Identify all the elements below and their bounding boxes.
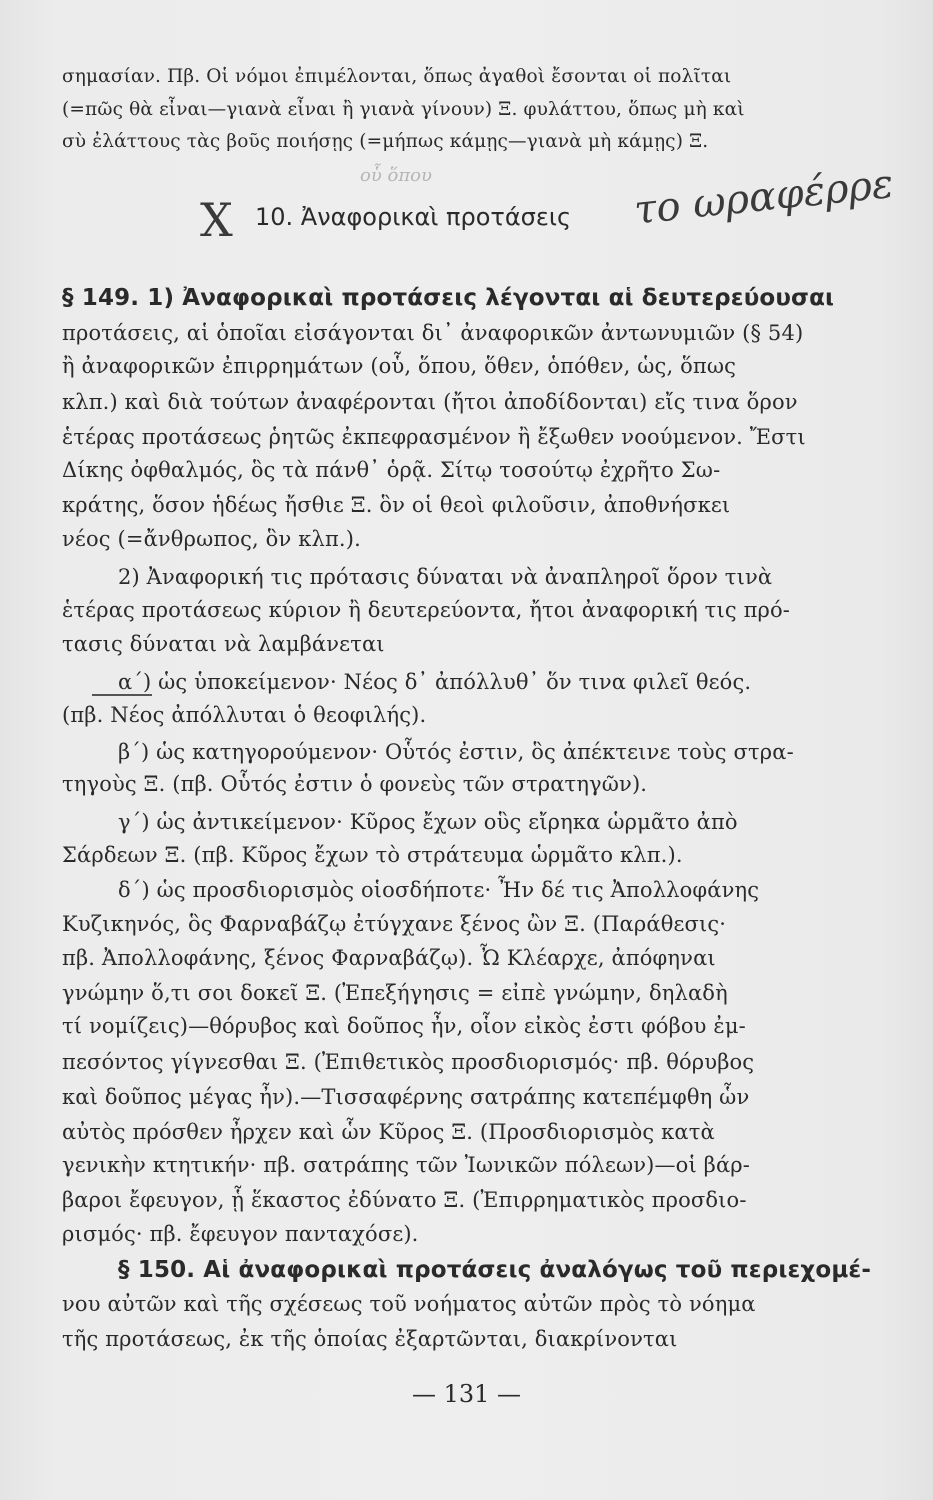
- paragraph-149-line: § 149. 1) Ἀναφορικαὶ προτάσεις λέγονται αἱ δευτερεύουσαι: [62, 285, 835, 311]
- text-line: κράτης, ὅσον ἡδέως ἤσθιε Ξ. ὃν οἱ θεοὶ φιλοῦσιν, ἀποθνήσκει: [62, 493, 731, 517]
- text-line: Κυζικηνός, ὃς Φαρναβάζῳ ἐτύγχανε ξένος ὢν Ξ. (Παράθεσις·: [62, 912, 727, 936]
- text-line: καὶ δοῦπος μέγας ἦν).—Τισσαφέρνης σατράπης κατεπέμφθη ὧν: [62, 1085, 750, 1109]
- text-line: σὺ ἐλάττους τὰς βοῦς ποιήσῃς (=μήπως κάμῃς—γιανὰ μὴ κάμῃς) Ξ.: [62, 131, 709, 152]
- text-line: νου αὐτῶν καὶ τῆς σχέσεως τοῦ νοήματος αὐτῶν πρὸς τὸ νόημα: [62, 1292, 756, 1316]
- text-line: γ΄) ὡς ἀντικείμενον· Κῦρος ἔχων οὓς εἴρηκα ὡρμᾶτο ἀπὸ: [118, 810, 738, 834]
- text-line: γενικὴν κτητικήν· πβ. σατράπης τῶν Ἰωνικῶν πόλεων)—οἱ βάρ-: [62, 1153, 751, 1177]
- text-line: β΄) ὡς κατηγορούμενον· Οὗτός ἐστιν, ὃς ἀπέκτεινε τοὺς στρα-: [118, 740, 794, 764]
- text-line: τῆς προτάσεως, ἐκ τῆς ὁποίας ἐξαρτῶνται, διακρίνονται: [62, 1327, 678, 1351]
- text-line: α΄) ὡς ὑποκείμενον· Νέος δ᾽ ἀπόλλυθ᾽ ὅν τινα φιλεῖ θεός.: [118, 670, 752, 694]
- handwritten-note: το ωραφέρρε: [632, 160, 896, 234]
- text-line: πεσόντος γίγνεσθαι Ξ. (Ἐπιθετικὸς προσδιορισμός· πβ. θόρυβος: [62, 1050, 755, 1074]
- text-line: (=πῶς θὰ εἶναι—γιανὰ εἶναι ἢ γιανὰ γίνουν) Ξ. φυλάττου, ὅπως μὴ καὶ: [62, 99, 745, 120]
- text-line: νέος (=ἄνθρωπος, ὃν κλπ.).: [62, 527, 361, 551]
- handwritten-x-mark: X: [200, 193, 233, 247]
- text-line: κλπ.) καὶ διὰ τούτων ἀναφέρονται (ἤτοι ἀποδίδονται) εἴς τινα ὅρον: [62, 390, 798, 414]
- text-line: προτάσεις, αἱ ὁποῖαι εἰσάγονται δι᾽ ἀναφορικῶν ἀντωνυμιῶν (§ 54): [62, 321, 804, 345]
- text-line: σημασίαν. Πβ. Οἱ νόμοι ἐπιμέλονται, ὅπως ἀγαθοὶ ἔσονται οἱ πολῖται: [62, 66, 732, 87]
- text-line: τηγοὺς Ξ. (πβ. Οὗτός ἐστιν ὁ φονεὺς τῶν στρατηγῶν).: [62, 772, 648, 796]
- text-line: (πβ. Νέος ἀπόλλυται ὁ θεοφιλής).: [62, 703, 427, 727]
- text-line: ἑτέρας προτάσεως κύριον ἢ δευτερεύοντα, ἤτοι ἀναφορική τις πρό-: [62, 598, 791, 622]
- text-line: ρισμός· πβ. ἔφευγον πανταχόσε).: [62, 1222, 419, 1246]
- page-number: — 131 —: [411, 1380, 522, 1408]
- text-line: πβ. Ἀπολλοφάνης, ξένος Φαρναβάζῳ). Ὦ Κλέαρχε, ἀπόφηναι: [62, 946, 716, 970]
- text-line: αὐτὸς πρόσθεν ἦρχεν καὶ ὧν Κῦρος Ξ. (Προσδιορισμὸς κατὰ: [62, 1120, 715, 1144]
- text-line: Δίκης ὀφθαλμός, ὃς τὰ πάνθ᾽ ὁρᾷ. Σίτῳ τοσούτῳ ἐχρῆτο Σω-: [62, 458, 721, 482]
- text-line: τί νομίζεις)—θόρυβος καὶ δοῦπος ἦν, οἷον εἰκὸς ἐστι φόβου ἐμ-: [62, 1014, 746, 1038]
- text-line: Σάρδεων Ξ. (πβ. Κῦρος ἔχων τὸ στράτευμα ὡρμᾶτο κλπ.).: [62, 843, 683, 867]
- pencil-underline: [92, 694, 152, 696]
- text-line: τασις δύναται νὰ λαμβάνεται: [62, 632, 385, 656]
- text-line: δ΄) ὡς προσδιορισμὸς οἱοσδήποτε· Ἦν δέ τις Ἀπολλοφάνης: [118, 878, 760, 902]
- faint-handwriting: οὗ ὅπου: [360, 165, 432, 186]
- section-heading: 10. Ἀναφορικαὶ προτάσεις: [255, 203, 572, 231]
- text-line: ἑτέρας προτάσεως ῥητῶς ἐκπεφρασμένον ἢ ἔξωθεν νοούμενον. Ἔστι: [62, 425, 806, 449]
- text-line: ἢ ἀναφορικῶν ἐπιρρημάτων (οὗ, ὅπου, ὅθεν, ὁπόθεν, ὡς, ὅπως: [62, 354, 737, 378]
- text-line: βαροι ἔφευγον, ᾗ ἕκαστος ἐδύνατο Ξ. (Ἐπιρρηματικὸς προσδιο-: [62, 1188, 747, 1212]
- text-line: γνώμην ὅ,τι σοι δοκεῖ Ξ. (Ἐπεξήγησις = εἰπὲ γνώμην, δηλαδὴ: [62, 981, 728, 1005]
- text-line: 2) Ἀναφορική τις πρότασις δύναται νὰ ἀναπληροῖ ὅρον τινὰ: [118, 565, 773, 589]
- paragraph-150-line: § 150. Αἱ ἀναφορικαὶ προτάσεις ἀναλόγως τοῦ περιεχομέ-: [118, 1257, 872, 1283]
